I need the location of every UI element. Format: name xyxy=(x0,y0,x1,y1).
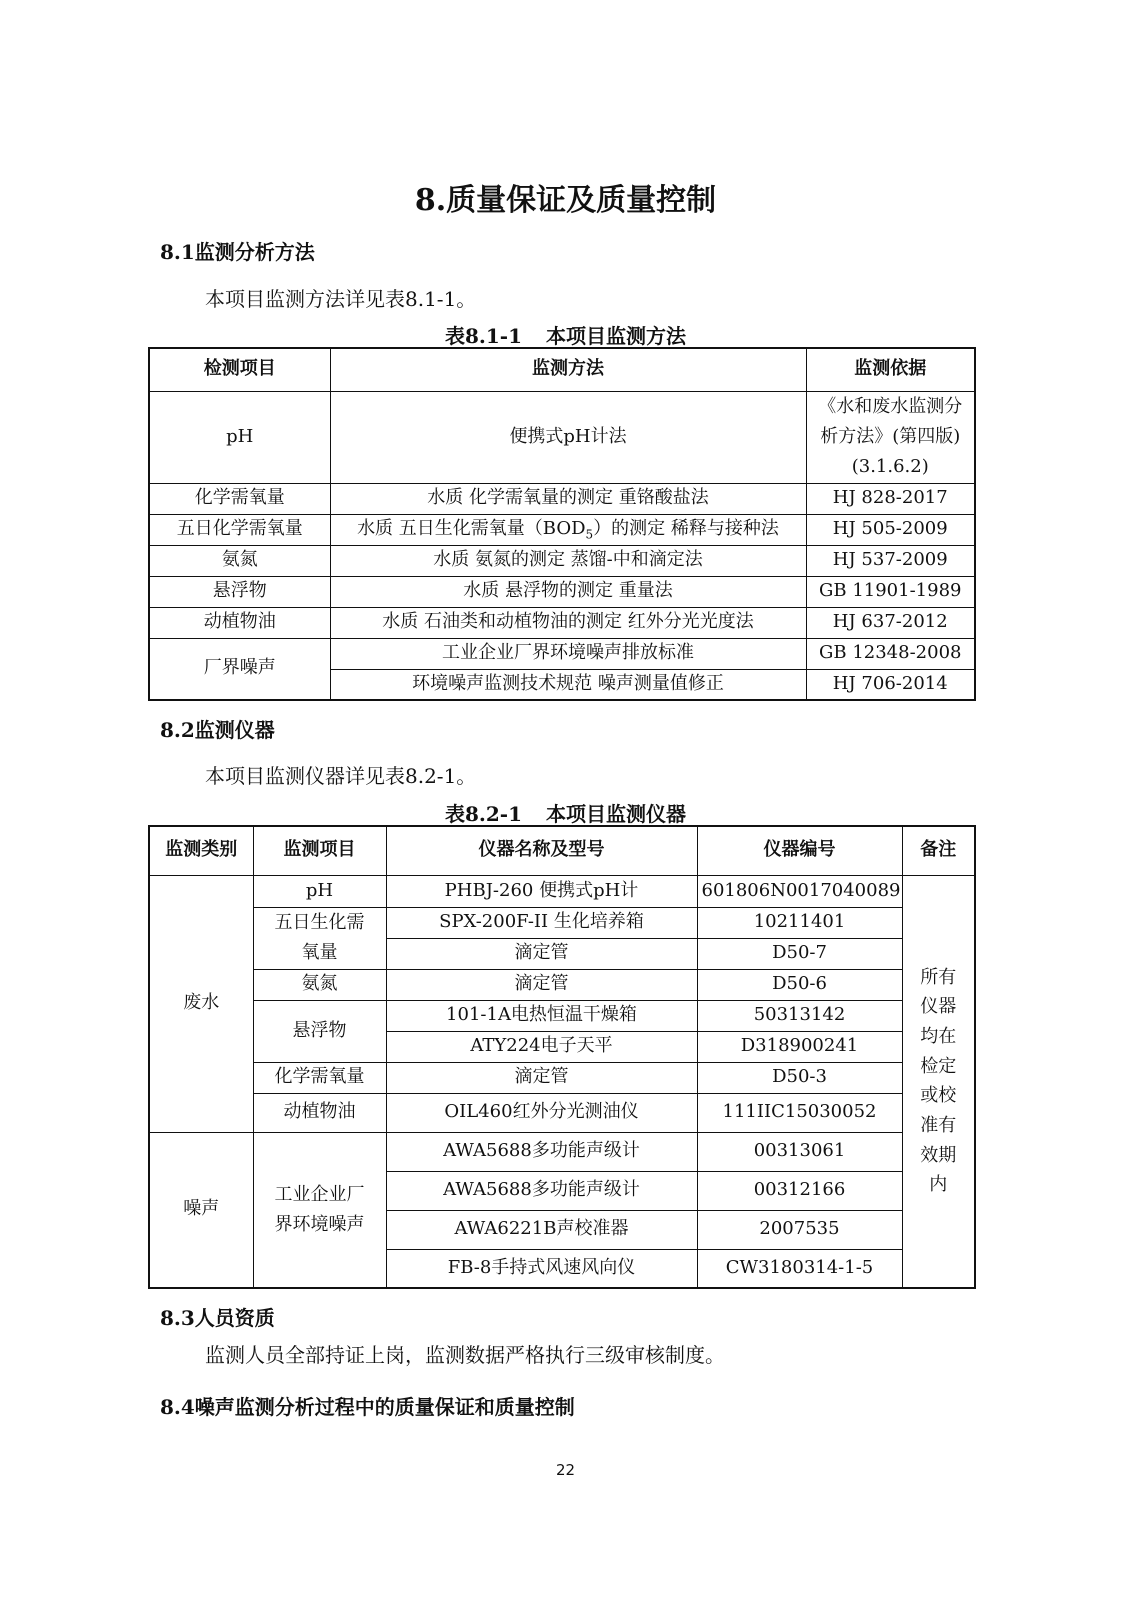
remark-line: 准有 xyxy=(920,1114,957,1136)
table-row xyxy=(149,1132,975,1171)
item-line: 界环境噪声 xyxy=(274,1213,365,1235)
cell-item: 氨氮 xyxy=(149,545,330,576)
cell-instrument: PHBJ-260 便携式pH计 xyxy=(386,875,697,907)
cell-item: 悬浮物 xyxy=(253,1000,386,1062)
header-method: 监测方法 xyxy=(330,348,806,391)
table-row xyxy=(149,638,975,669)
caption-title: 本项目监测仪器 xyxy=(546,802,686,826)
cell-number: 00312166 xyxy=(697,1171,902,1210)
cell-instrument: OIL460红外分光测油仪 xyxy=(386,1093,697,1132)
cell-basis: GB 12348-2008 xyxy=(806,638,975,669)
table-header-row xyxy=(149,826,975,875)
method-text: ）的测定 稀释与接种法 xyxy=(593,517,779,539)
instruments-table xyxy=(148,825,976,1289)
header-remark: 备注 xyxy=(902,826,975,875)
cell-instrument: AWA5688多功能声级计 xyxy=(386,1171,697,1210)
section-intro-8-2: 本项目监测仪器详见表8.2-1。 xyxy=(205,764,477,788)
cell-number: 2007535 xyxy=(697,1210,902,1249)
cell-number: D50-6 xyxy=(697,969,902,1000)
cell-item: pH xyxy=(253,875,386,907)
cell-basis: HJ 637-2012 xyxy=(806,607,975,638)
section-text-8-3: 监测人员全部持证上岗，监测数据严格执行三级审核制度。 xyxy=(205,1343,725,1367)
cell-method xyxy=(330,514,806,545)
table-caption-8-1 xyxy=(0,320,1131,349)
header-basis: 监测依据 xyxy=(806,348,975,391)
cell-method: 工业企业厂界环境噪声排放标准 xyxy=(330,638,806,669)
cell-remark xyxy=(902,875,975,1288)
remark-line: 内 xyxy=(929,1174,948,1196)
cell-number: D318900241 xyxy=(697,1031,902,1062)
section-intro-8-1: 本项目监测方法详见表8.1-1。 xyxy=(205,287,477,311)
header-instrument: 仪器名称及型号 xyxy=(386,826,697,875)
remark-line: 所有 xyxy=(920,966,957,988)
header-number: 仪器编号 xyxy=(697,826,902,875)
header-item: 监测项目 xyxy=(253,826,386,875)
cell-item: 厂界噪声 xyxy=(149,638,330,700)
table-caption-8-2 xyxy=(0,798,1131,827)
header-test-item: 检测项目 xyxy=(149,348,330,391)
cell-number: 10211401 xyxy=(697,907,902,938)
cell-basis: HJ 537-2009 xyxy=(806,545,975,576)
cell-item: 五日化学需氧量 xyxy=(149,514,330,545)
method-text: 水质 五日生化需氧量（BOD xyxy=(357,517,586,539)
cell-method: 水质 化学需氧量的测定 重铬酸盐法 xyxy=(330,483,806,514)
table-row xyxy=(149,514,975,545)
table-row xyxy=(149,969,975,1000)
table-row xyxy=(149,391,975,483)
caption-title: 本项目监测方法 xyxy=(546,324,686,348)
table-row xyxy=(149,1062,975,1093)
cell-instrument: AWA6221B声校准器 xyxy=(386,1210,697,1249)
cell-basis: HJ 706-2014 xyxy=(806,669,975,700)
cell-item: 动植物油 xyxy=(149,607,330,638)
remark-line: 效期 xyxy=(920,1144,957,1166)
cell-instrument: AWA5688多功能声级计 xyxy=(386,1132,697,1171)
cell-instrument: FB-8手持式风速风向仪 xyxy=(386,1249,697,1288)
table-row xyxy=(149,576,975,607)
cell-basis xyxy=(806,391,975,483)
remark-line: 仪器 xyxy=(920,996,957,1018)
cell-method: 水质 氨氮的测定 蒸馏-中和滴定法 xyxy=(330,545,806,576)
table-header-row xyxy=(149,348,975,391)
method-subscript: 5 xyxy=(585,527,594,542)
cell-category-wastewater: 废水 xyxy=(149,875,253,1132)
cell-number: CW3180314-1-5 xyxy=(697,1249,902,1288)
cell-instrument: ATY224电子天平 xyxy=(386,1031,697,1062)
cell-item: 化学需氧量 xyxy=(149,483,330,514)
cell-number: 00313061 xyxy=(697,1132,902,1171)
cell-number: D50-3 xyxy=(697,1062,902,1093)
section-heading-8-4: 8.4噪声监测分析过程中的质量保证和质量控制 xyxy=(160,1395,575,1419)
cell-instrument: SPX-200F-II 生化培养箱 xyxy=(386,907,697,938)
header-category: 监测类别 xyxy=(149,826,253,875)
caption-number: 表8.2-1 xyxy=(444,802,522,826)
table-row xyxy=(149,483,975,514)
table-row xyxy=(149,1093,975,1132)
cell-method: 水质 石油类和动植物油的测定 红外分光光度法 xyxy=(330,607,806,638)
cell-basis: GB 11901-1989 xyxy=(806,576,975,607)
table-row xyxy=(149,607,975,638)
section-heading-8-2: 8.2监测仪器 xyxy=(160,718,275,742)
basis-line: 《水和废水监测分 xyxy=(818,396,963,418)
table-row xyxy=(149,875,975,907)
chapter-title: 8.质量保证及质量控制 xyxy=(414,183,717,218)
remark-line: 或校 xyxy=(920,1085,957,1107)
cell-item: 动植物油 xyxy=(253,1093,386,1132)
remark-line: 均在 xyxy=(920,1025,957,1047)
item-line: 氧量 xyxy=(301,942,338,963)
remark-line: 检定 xyxy=(920,1055,957,1077)
cell-number: 50313142 xyxy=(697,1000,902,1031)
cell-basis: HJ 828-2017 xyxy=(806,483,975,514)
cell-item xyxy=(253,907,386,969)
table-row xyxy=(149,907,975,938)
basis-line: (3.1.6.2) xyxy=(851,455,929,477)
cell-number: 601806N0017040089 xyxy=(697,875,902,907)
cell-method: 水质 悬浮物的测定 重量法 xyxy=(330,576,806,607)
section-heading-8-1: 8.1监测分析方法 xyxy=(160,240,315,264)
item-line: 工业企业厂 xyxy=(274,1184,365,1206)
methods-table xyxy=(148,347,976,701)
cell-item xyxy=(253,1132,386,1288)
cell-basis: HJ 505-2009 xyxy=(806,514,975,545)
page-number: 22 xyxy=(555,1461,576,1479)
cell-item: 氨氮 xyxy=(253,969,386,1000)
section-heading-8-3: 8.3人员资质 xyxy=(160,1306,275,1330)
item-line: 五日生化需 xyxy=(274,912,365,934)
cell-category-noise: 噪声 xyxy=(149,1132,253,1288)
cell-number: D50-7 xyxy=(697,938,902,969)
cell-instrument: 滴定管 xyxy=(386,938,697,969)
cell-method: 便携式pH计法 xyxy=(330,391,806,483)
cell-item: pH xyxy=(149,391,330,483)
cell-instrument: 滴定管 xyxy=(386,969,697,1000)
cell-number: 111IIC15030052 xyxy=(697,1093,902,1132)
table-row xyxy=(149,545,975,576)
cell-item: 化学需氧量 xyxy=(253,1062,386,1093)
cell-instrument: 滴定管 xyxy=(386,1062,697,1093)
cell-method: 环境噪声监测技术规范 噪声测量值修正 xyxy=(330,669,806,700)
basis-line: 析方法》(第四版) xyxy=(820,426,961,448)
table-row xyxy=(149,1000,975,1031)
caption-number: 表8.1-1 xyxy=(444,324,522,348)
cell-item: 悬浮物 xyxy=(149,576,330,607)
cell-instrument: 101-1A电热恒温干燥箱 xyxy=(386,1000,697,1031)
